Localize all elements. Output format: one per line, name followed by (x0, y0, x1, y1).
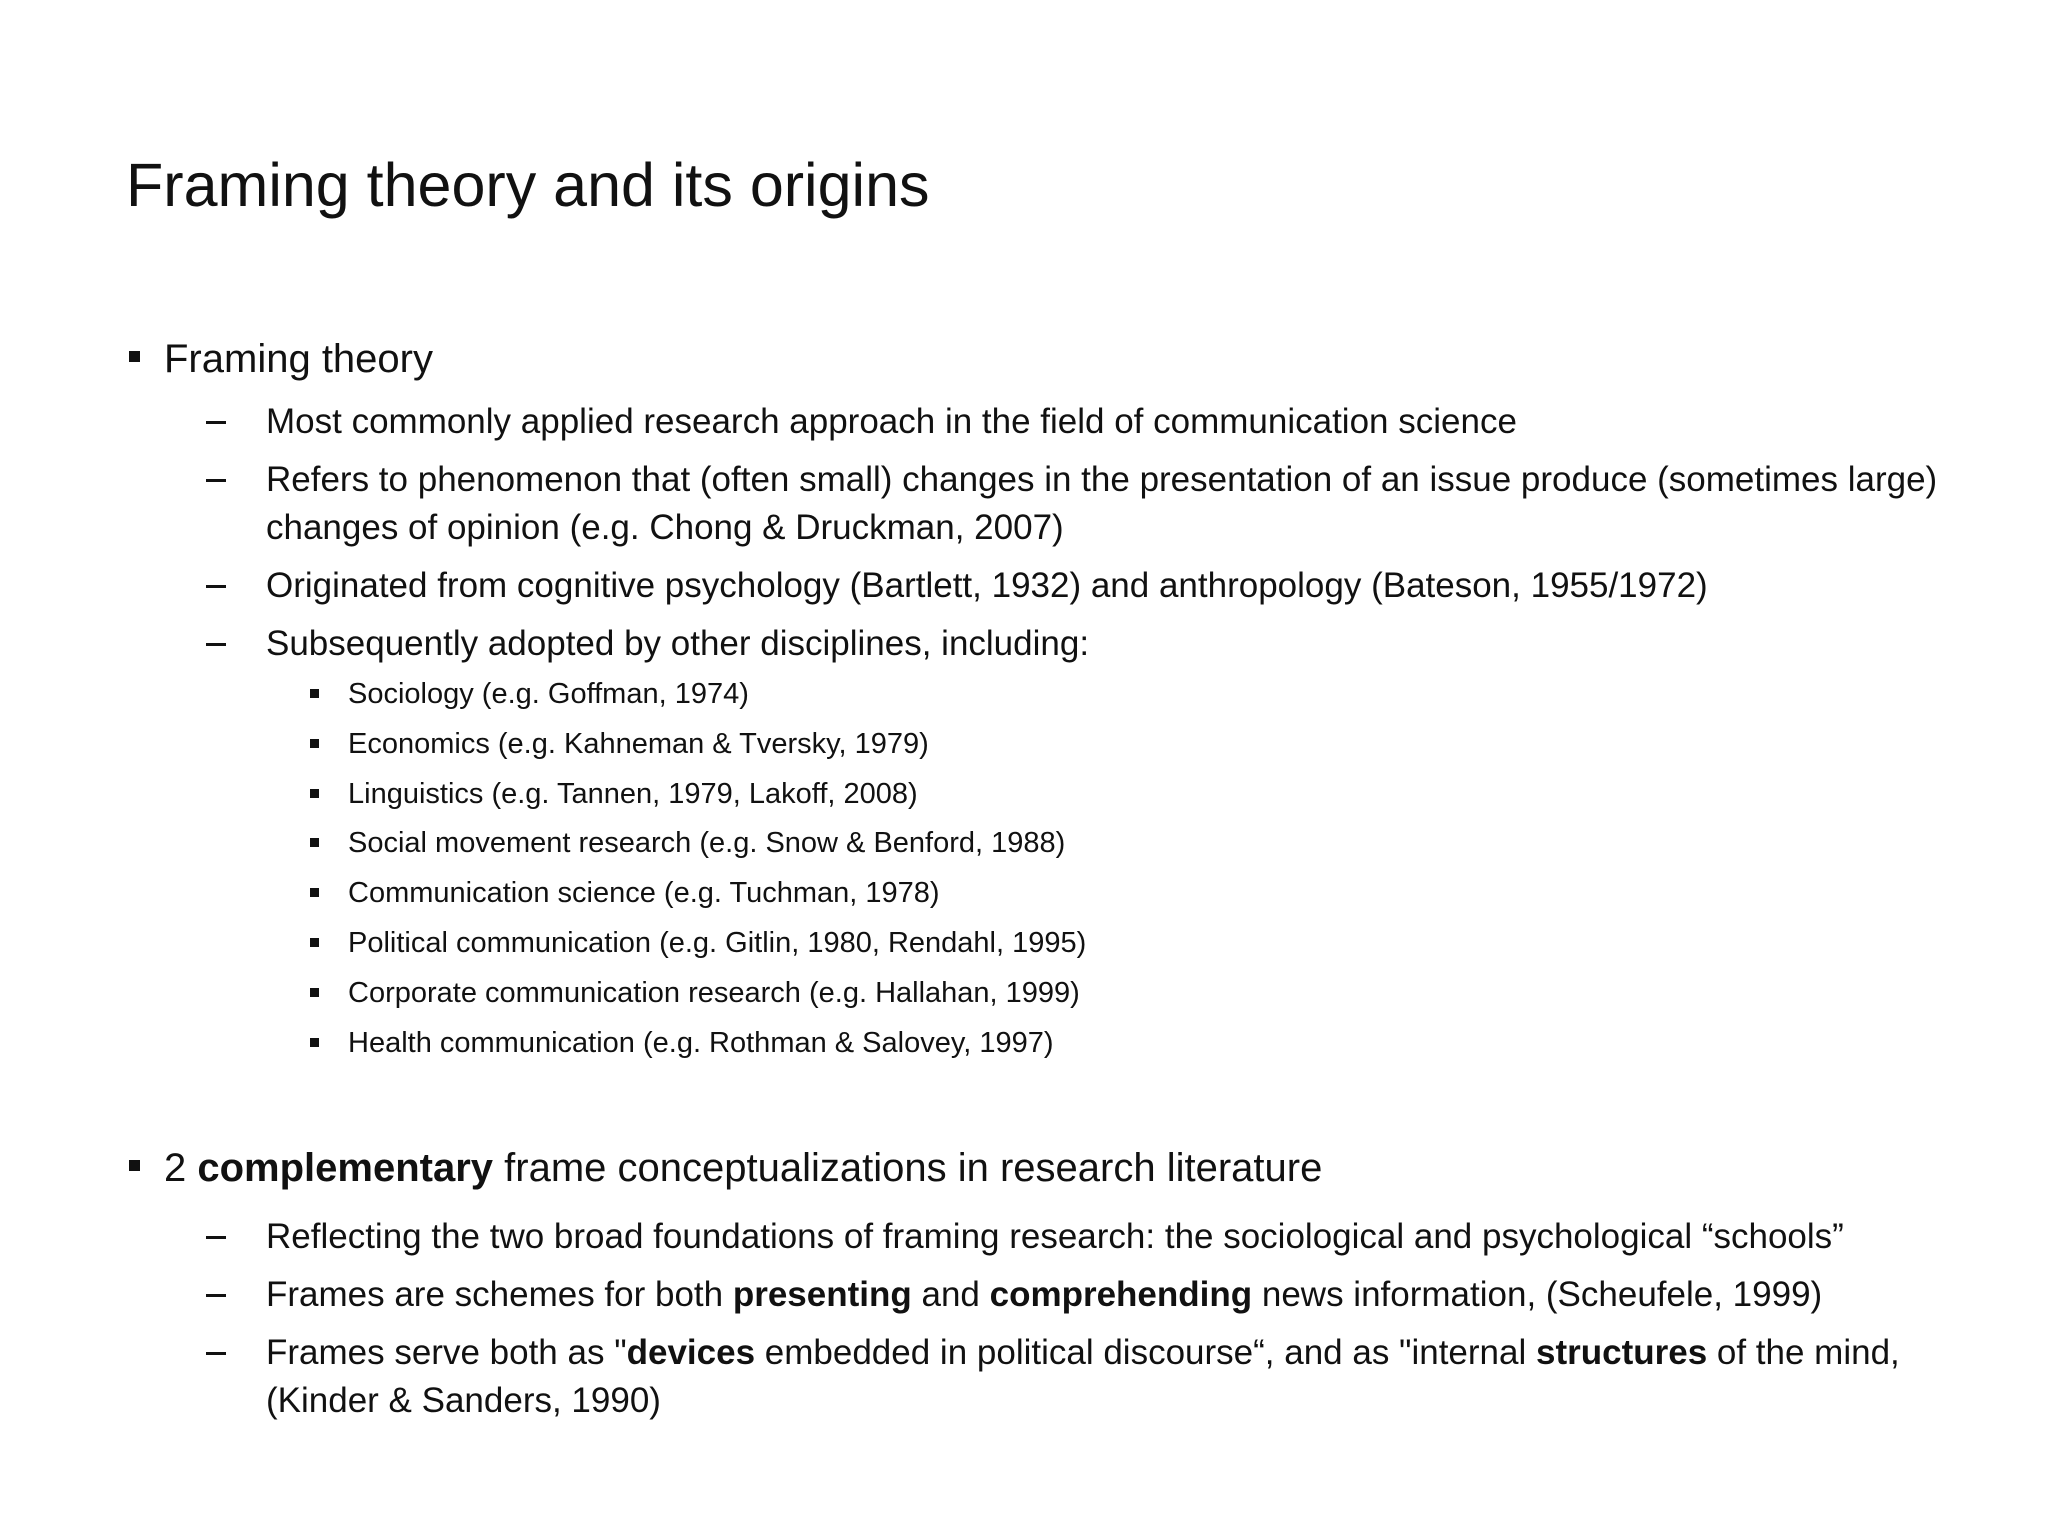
dash-bullet-icon (206, 1352, 226, 1355)
bullet-square-icon (310, 938, 319, 947)
bold-term: presenting (732, 1275, 912, 1314)
text-run: embedded in political discourse“, and as "internal (755, 1333, 1536, 1372)
discipline-item: Communication science (e.g. Tuchman, 1978) (348, 877, 940, 909)
heading-suffix: frame conceptualizations in research literature (493, 1146, 1323, 1190)
bullet-square-icon (310, 838, 319, 847)
heading-prefix: 2 (164, 1146, 198, 1190)
discipline-item: Political communication (e.g. Gitlin, 1980, Rendahl, 1995) (348, 927, 1087, 959)
dash-bullet-icon (206, 1294, 226, 1297)
bold-term: comprehending (989, 1275, 1253, 1314)
section2-point: Reflecting the two broad foundations of framing research: the sociological and psychological “schools” (266, 1217, 1844, 1256)
section1-heading: Framing theory (164, 337, 433, 381)
text-run: and (911, 1275, 990, 1314)
discipline-item: Economics (e.g. Kahneman & Tversky, 1979) (348, 728, 929, 760)
bullet-square-icon (129, 1160, 140, 1171)
section2-point (266, 1329, 1956, 1425)
section1-point: Originated from cognitive psychology (Bartlett, 1932) and anthropology (Bateson, 1955/1972) (266, 566, 1708, 605)
discipline-item: Health communication (e.g. Rothman & Salovey, 1997) (348, 1027, 1054, 1059)
discipline-item: Social movement research (e.g. Snow & Benford, 1988) (348, 827, 1066, 859)
bold-term: structures (1535, 1333, 1708, 1372)
slide-title: Framing theory and its origins (126, 151, 930, 219)
bullet-square-icon (310, 789, 319, 798)
dash-bullet-icon (206, 479, 226, 482)
bullet-square-icon (310, 1038, 319, 1047)
section1-point: Refers to phenomenon that (often small) changes in the presentation of an issue produce (sometimes large) changes of opinion (e.g. Chong & Druckman, 2007) (266, 460, 1938, 547)
bold-term: devices (626, 1333, 756, 1372)
section1-point: Subsequently adopted by other disciplines, including: (266, 624, 1090, 663)
section2-point (266, 1271, 1956, 1319)
discipline-item: Sociology (e.g. Goffman, 1974) (348, 678, 749, 710)
bullet-square-icon (310, 739, 319, 748)
section1-point: Most commonly applied research approach in the field of communication science (266, 402, 1517, 441)
heading-bold: complementary (197, 1146, 494, 1190)
bullet-square-icon (129, 351, 140, 362)
text-run: Frames serve both as " (266, 1333, 627, 1372)
dash-bullet-icon (206, 421, 226, 424)
bullet-square-icon (310, 888, 319, 897)
bullet-square-icon (310, 689, 319, 698)
discipline-item: Corporate communication research (e.g. Hallahan, 1999) (348, 977, 1080, 1009)
dash-bullet-icon (206, 585, 226, 588)
dash-bullet-icon (206, 643, 226, 646)
text-run: of the mind, (Kinder & Sanders, 1990) (266, 1333, 1900, 1420)
discipline-item: Linguistics (e.g. Tannen, 1979, Lakoff, 2008) (348, 778, 918, 810)
text-run: Frames are schemes for both (266, 1275, 733, 1314)
dash-bullet-icon (206, 1236, 226, 1239)
text-run: news information, (Scheufele, 1999) (1252, 1275, 1823, 1314)
section2-heading (164, 1144, 1322, 1192)
bullet-square-icon (310, 988, 319, 997)
